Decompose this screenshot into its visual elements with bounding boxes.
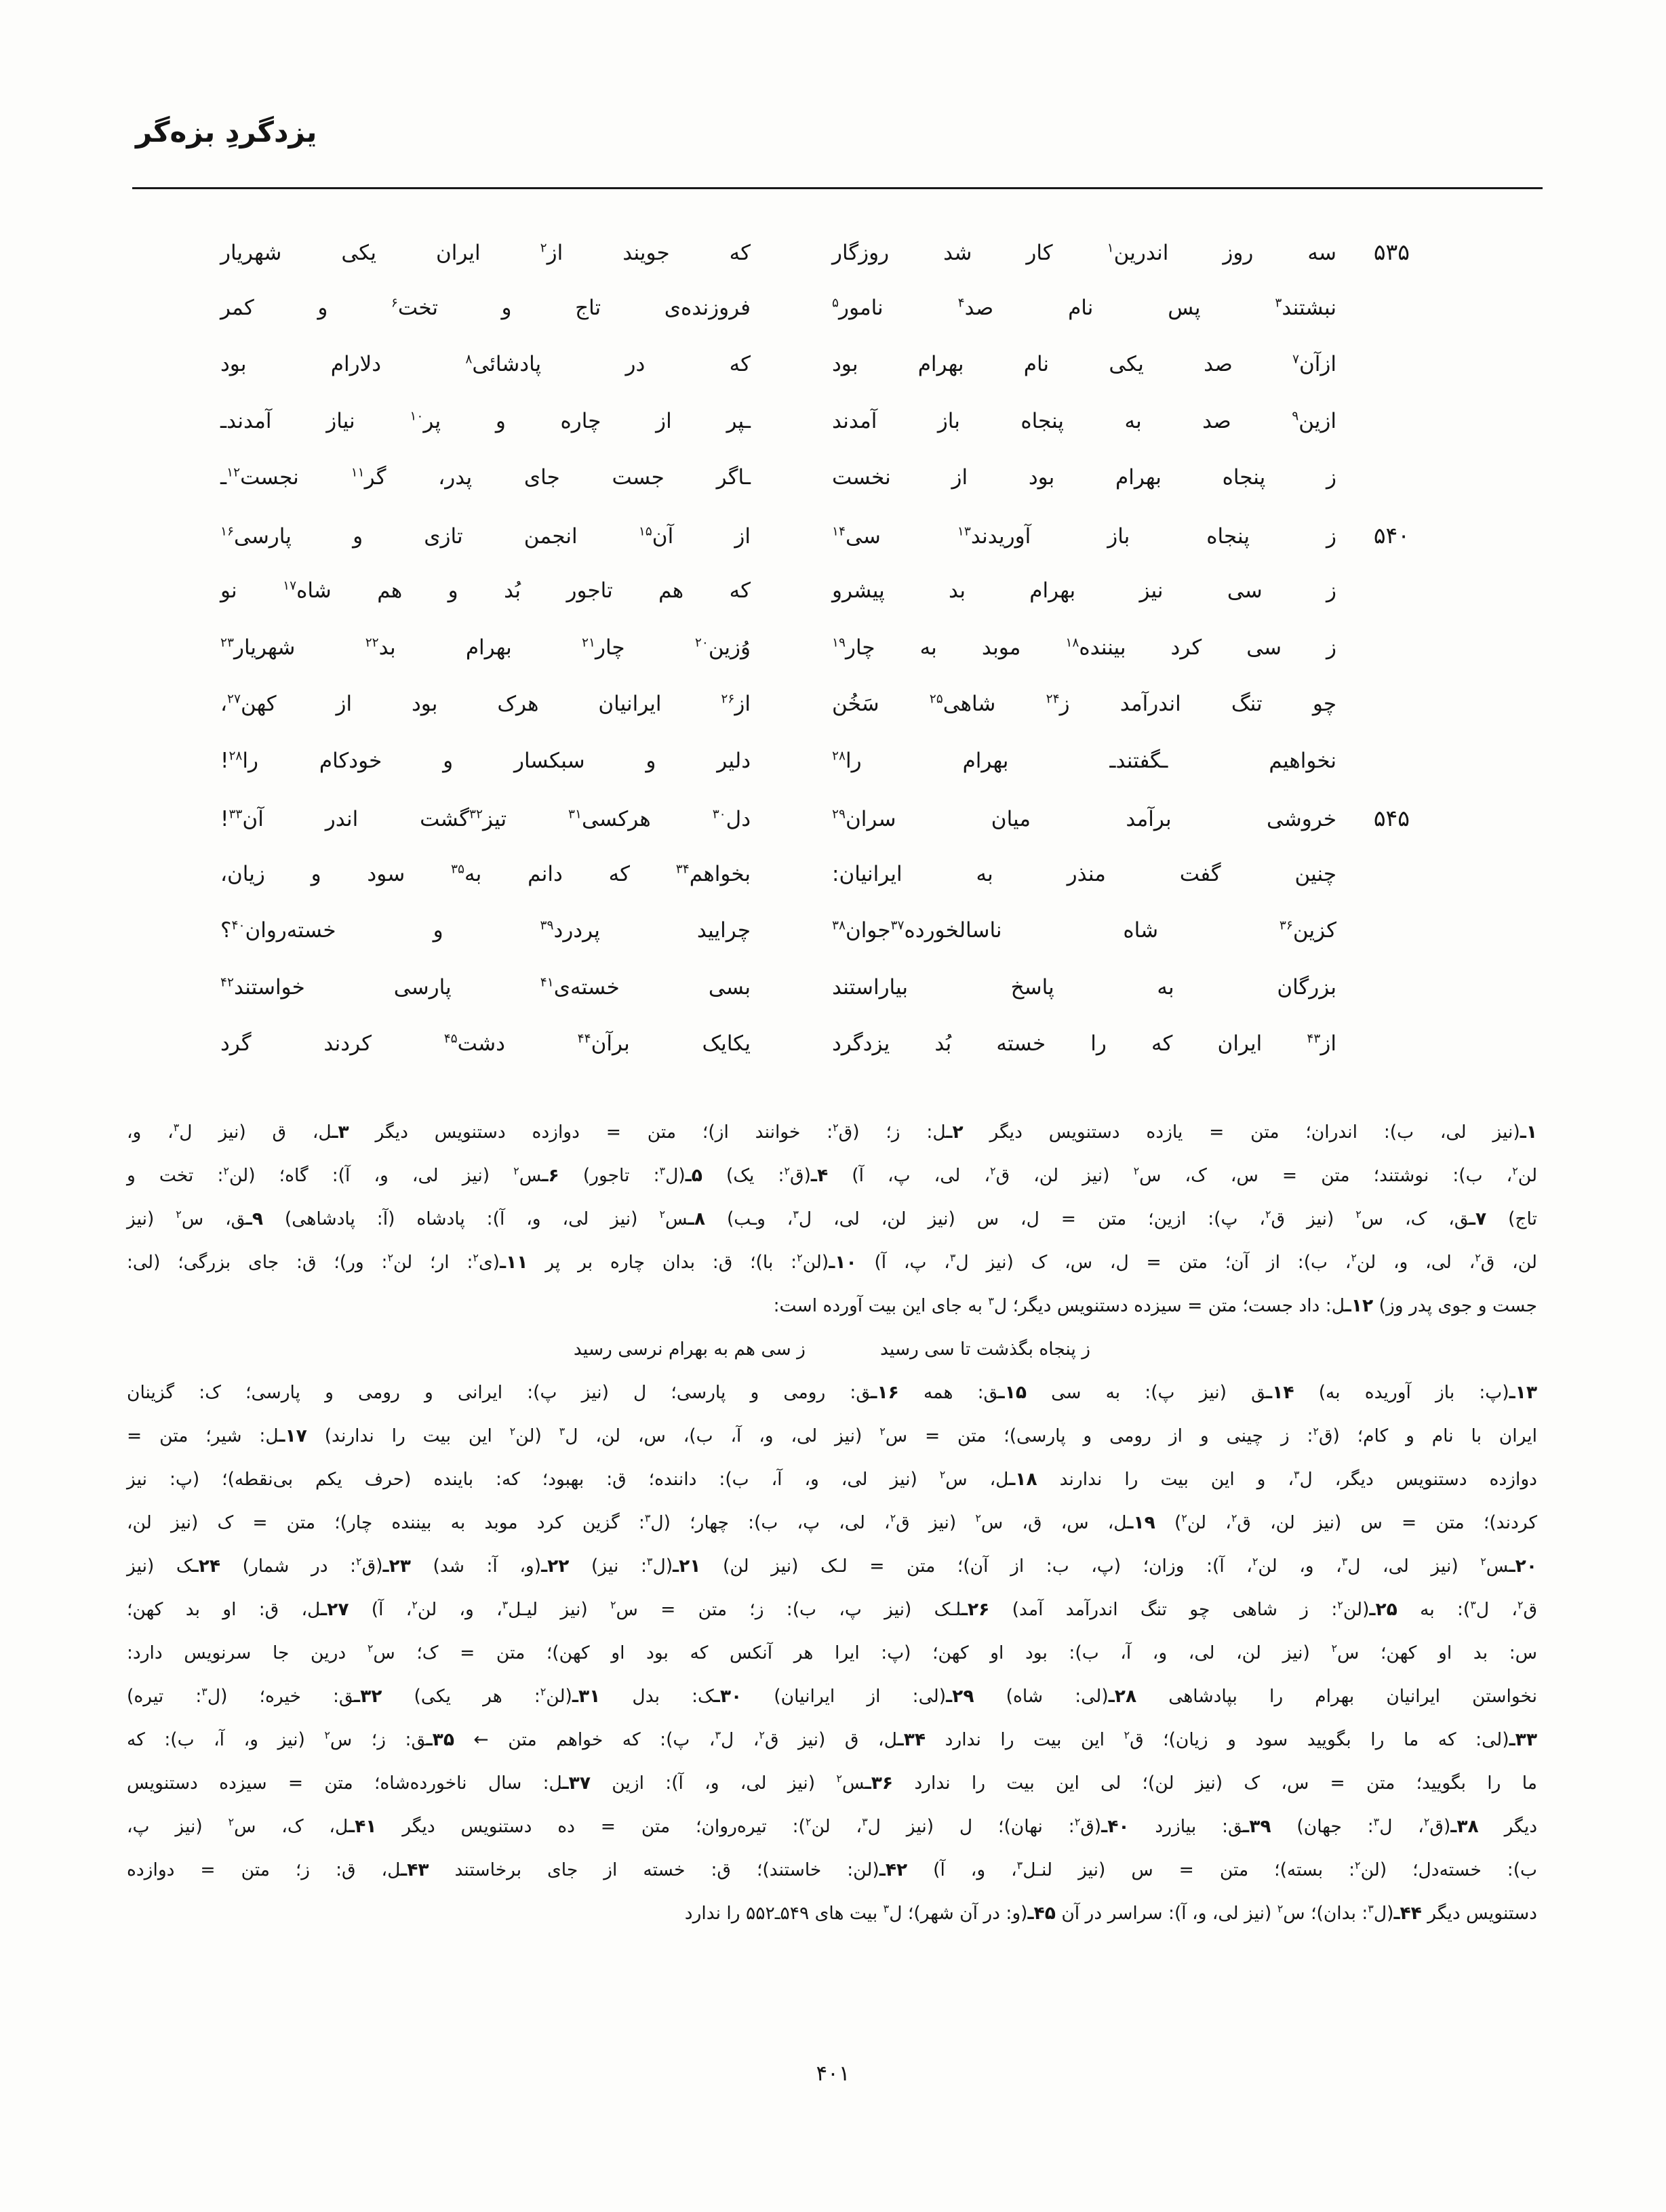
footnote-marker: ۳ [1373, 1815, 1380, 1829]
verse-line [220, 352, 1410, 409]
footnote-marker: ۲ [610, 1598, 616, 1612]
footnote-number: ۳ـ [332, 1122, 349, 1143]
verse-line [220, 805, 1410, 862]
inline-verse-left: ز سی هم به بهرام نرسی رسید [573, 1339, 806, 1360]
footnote-line: ب): خسته‌دل؛ (لن$^۲$: بسته)؛ متن = س (نیز لنـل$^۳$، و، آ) ۴۲ـ(لن: خاستند)؛ ق: خسته از جای برخاستند ۴۳ـل، ق: ز؛ متن = دوازده [127, 1859, 1537, 1880]
footnote-number: ۳۹ـ [1243, 1816, 1271, 1837]
footnote-marker: ۲۰ [694, 635, 709, 650]
footnote-line: ۳۳ـ(لی: که ما را بگویید سود و زیان)؛ ق$^۲$ این بیت را ندارد ۳۴ـل، ق (نیز ق$^۲$، ل$^۳$، پ): که خواهم متن ← ۳۵ـق: ز؛ س$^۲$ (نیز و، آ، ب): که [127, 1729, 1538, 1750]
footnote-marker: ۳۶ [1279, 918, 1293, 933]
footnote-marker: ۲ [1355, 1859, 1361, 1872]
footnote-number: ۴ـ [810, 1165, 829, 1186]
verse-line [220, 749, 1410, 806]
verse-line [220, 635, 1410, 692]
footnote-marker: ۲۴ [1046, 692, 1060, 707]
footnote-line: لن، ق$^۲$، لی، و، لن$^۲$، ب): از آن؛ متن = ل، س، ک (نیز ل$^۳$، پ، آ) ۱۰ـ(لن$^۲$: با)؛ ق: بدان چاره بر پر ۱۱ـ(ی$^۲$: ار؛ لن$^۲$: ور)؛ ق: جای بزرگی؛ (لی: [127, 1251, 1537, 1273]
footnote-line: ۱۳ـ(پ: باز آوریده به) ۱۴ـق (نیز پ): به سی ۱۵ـق: همه ۱۶ـق: رومی و پارسی؛ ل (نیز پ): ایرانی و رومی و پارسی؛ ک: گزینان [127, 1382, 1537, 1403]
footnote-marker: ۲ [1133, 1164, 1140, 1178]
footnote-marker: ۳ [646, 1555, 653, 1568]
footnote-marker: ۲ [1252, 1555, 1258, 1568]
footnote-marker: ۳۷ [890, 918, 905, 933]
footnote-marker: ۳ [949, 1251, 956, 1265]
footnote-marker: ۸ [465, 352, 473, 367]
verse-line [220, 409, 1410, 466]
footnote-line: کردند)؛ متن = س (نیز لن، ق$^۲$، لن$^۲$) ۱۹ـل، س، ق، س$^۲$ (نیز ق$^۲$، لی، پ، ب): چهار؛ (ل$^۳$: گزین کرد موبد به بیننده چار)؛ متن = ک (نیز لن، [127, 1512, 1537, 1533]
hemistich-left: دلیر و سبکسار و خودکام را$^{۲۸}$! [220, 748, 751, 773]
footnote-number: ۱۵ـ [998, 1382, 1027, 1403]
footnote-number: ۱ـ [1520, 1122, 1537, 1143]
footnote-marker: ۵ [832, 296, 839, 311]
footnote-marker: ۲۳ [220, 635, 234, 650]
footnote-marker: ۲۸ [229, 749, 243, 764]
footnote-marker: ۳۳ [229, 807, 243, 822]
footnote-marker: ۳۴ [675, 862, 690, 877]
hemistich-right: ز پنجاه باز آوریدند$^{۱۳}$ سی$^{۱۴}$ [832, 524, 1336, 549]
footnote-marker: ۲ [1337, 1598, 1343, 1612]
hemistich-right: کزین$^{۳۶}$ شاه ناسالخورده$^{۳۷}$جوان$^{۳۸}$ [832, 918, 1336, 943]
footnote-marker: ۲۷ [227, 692, 241, 707]
footnote-number: ۱۳ـ [1509, 1382, 1537, 1403]
footnote-marker: ۳ [659, 1164, 666, 1178]
footnote-number: ۴۱ـ [349, 1816, 377, 1837]
hemistich-right: ز پنجاه بهرام بود از نخست [832, 465, 1336, 490]
footnote-number: ۲۳ـ [382, 1556, 411, 1577]
footnote-number: ۳۱ـ [572, 1686, 601, 1707]
hemistich-right: نخواهیم ـگفتندـ بهرام را$^{۲۸}$ [832, 748, 1336, 773]
hemistich-left: بسی خسته‌ی$^{۴۱}$ پارسی خواستند$^{۴۲}$ [220, 974, 751, 1000]
footnote-number: ۳۳ـ [1509, 1729, 1538, 1750]
footnote-marker: ۲ [805, 1815, 812, 1829]
footnote-marker: ۳ [1275, 296, 1282, 311]
footnote-marker: ۲ [356, 1555, 362, 1568]
footnote-number: ۷ـ [1469, 1208, 1487, 1229]
footnote-number: ۳۶ـ [865, 1773, 894, 1794]
footnote-number: ۲۹ـ [946, 1686, 974, 1707]
footnote-marker: ۲ [1181, 1512, 1187, 1525]
footnote-number: ۴۴ـ [1393, 1903, 1422, 1924]
footnote-number: ۲۸ـ [1108, 1686, 1137, 1707]
footnote-number: ۳۲ـ [354, 1686, 382, 1707]
footnote-marker: ۳۹ [540, 918, 554, 933]
footnote-marker: ۲ [228, 1815, 235, 1829]
hemistich-right: از$^{۴۳}$ ایران که را خسته بُد یزدگرد [832, 1031, 1336, 1056]
footnote-marker: ۲ [1313, 1425, 1319, 1438]
footnote-marker: ۲ [784, 1164, 791, 1178]
footnote-number: ۱۷ـ [279, 1425, 307, 1446]
footnote-marker: ۱۹ [832, 635, 846, 650]
footnote-number: ۲۲ـ [541, 1556, 570, 1577]
footnote-marker: ۲ [1475, 1251, 1481, 1265]
footnote-marker: ۲ [1355, 1208, 1362, 1221]
footnote-marker: ۲ [1074, 1815, 1081, 1829]
footnote-marker: ۲ [879, 1425, 886, 1438]
footnote-marker: ۲ [1512, 1164, 1518, 1178]
footnote-marker: ۲ [509, 1425, 516, 1438]
footnote-line: ۲۰ـس$^۲$ (نیز لی، ل$^۳$، و، لن$^۲$، آ): وزان؛ (پ، ب: از آن)؛ متن = لـک (نیز لن) ۲۱ـ(ل$^۳$: نیز) ۲۲ـ(و، آ: شد) ۲۳ـ(ق$^۲$: در شمار) ۲۴ـک (نیز [127, 1555, 1538, 1577]
footnote-number: ۹ـ [245, 1208, 263, 1229]
verse-line [220, 296, 1410, 353]
footnote-number: ۱۸ـ [1009, 1469, 1037, 1490]
footnote-number: ۸ـ [688, 1208, 706, 1229]
footnote-marker: ۱۲ [226, 465, 241, 480]
footnote-marker: ۲ [990, 1164, 996, 1178]
footnote-number: ۲۴ـ [192, 1556, 221, 1577]
hemistich-right: چو تنگ اندرآمد ز$^{۲۴}$ شاهی$^{۲۵}$ سَخُن [832, 692, 1336, 716]
footnote-number: ۳۸ـ [1450, 1816, 1479, 1837]
verse-number: ۵۳۵ [1373, 239, 1410, 265]
footnote-number: ۲۵ـ [1369, 1599, 1397, 1620]
verse-line [220, 918, 1410, 975]
hemistich-left: که هم تاجور بُد و هم شاه$^{۱۷}$ نو [220, 578, 751, 603]
footnote-line: ق$^۲$، ل$^۳$): به ۲۵ـ(لن$^۲$: ز شاهی چو تنگ اندرآمد آمد) ۲۶ـلـک (نیز پ، ب): ز؛ متن = س$^۲$ (نیز لیـل$^۳$، و، لن$^۲$، آ) ۲۷ـل، ق: او بد کهن؛ [127, 1598, 1538, 1620]
footnote-marker: ۲ [412, 1598, 418, 1612]
footnote-marker: ۳ [1294, 1468, 1300, 1482]
hemistich-right: سه روز اندرین$^۱$ کار شد روزگار [832, 241, 1336, 265]
hemistich-right: خروشی برآمد میان سران$^{۲۹}$ [832, 807, 1336, 831]
footnote-marker: ۲۲ [365, 635, 379, 650]
footnote-line: س: بد او کهن؛ س$^۲$ (نیز لن، لی، و، آ، ب): بود او کهن؛ (پ: ایرا هر آنکس که بود او کهن)؛ متن = ک؛ س$^۲$ درین جا سرنویس دارد: [127, 1642, 1537, 1663]
verse-line [220, 692, 1410, 749]
footnote-line: جست و جوی پدر وز) ۱۲ـل: داد جست؛ متن = سیزده دستنویس دیگر؛ ل$^۳$ به جای این بیت آورده است: [773, 1295, 1537, 1316]
footnote-marker: ۳۸ [832, 918, 846, 933]
footnote-marker: ۳۵ [451, 862, 465, 877]
footnote-marker: ۲۵ [929, 692, 943, 707]
footnote-marker: ۶ [391, 296, 398, 311]
footnote-number: ۴۵ـ [1027, 1903, 1056, 1924]
footnote-marker: ۳۲ [469, 807, 483, 822]
footnote-marker: ۹ [1292, 409, 1299, 424]
hemistich-right: ازآن$^۷$ صد یکی نام بهرام بود [832, 352, 1336, 376]
footnote-marker: ۲ [1423, 1815, 1430, 1829]
footnote-number: ۲ـ [946, 1122, 964, 1143]
verse-line [220, 975, 1410, 1032]
verse-line [220, 1031, 1410, 1088]
footnote-marker: ۲ [387, 1251, 393, 1265]
hemistich-right: بزرگان به پاسخ بیاراستند [832, 974, 1336, 1000]
footnote-marker: ۳ [173, 1121, 180, 1134]
footnote-line: ۱ـ(نیز لی، ب): اندران؛ متن = یازده دستنویس دیگر ۲ـل: ز؛ (ق$^۲$: خوانند از)؛ متن = دوازده دستنویس دیگر ۳ـل، ق (نیز ل$^۳$، و، [127, 1121, 1537, 1143]
running-header-title: یزدگردِ بزه‌گر [136, 115, 317, 149]
hemistich-left: دل$^{۳۰}$ هرکسی$^{۳۱}$ تیز$^{۳۲}$گشت اندر آن$^{۳۳}$! [220, 807, 751, 831]
poem-verses [220, 239, 1410, 1088]
footnote-marker: ۳ [1470, 1598, 1476, 1612]
footnote-number: ۵ـ [685, 1165, 702, 1186]
footnote-marker: ۳ [502, 1598, 509, 1612]
hemistich-left: ـپر از چاره و پر$^{۱۰}$ نیاز آمدندـ [220, 408, 751, 433]
footnote-marker: ۳ [644, 1512, 651, 1525]
footnote-marker: ۲ [1277, 1902, 1284, 1916]
footnote-marker: ۲ [975, 1512, 981, 1525]
footnote-marker: ۱۳ [957, 524, 971, 539]
hemistich-right: نبشتند$^۳$ پس نام صد$^۴$ نامور$^۵$ [832, 295, 1336, 320]
footnote-number: ۴۲ـ [879, 1859, 908, 1880]
footnote-marker: ۲ [176, 1208, 182, 1221]
footnote-marker: ۳ [715, 1729, 721, 1742]
footnote-marker: ۲ [939, 1468, 946, 1482]
footnote-number: ۶ـ [542, 1165, 559, 1186]
footnote-marker: ۳ [793, 1208, 799, 1221]
footnote-marker: ۷ [1292, 352, 1300, 367]
verse-line [220, 578, 1410, 635]
footnote-number: ۱۲ـ [1345, 1295, 1374, 1316]
footnote-marker: ۲ [1351, 1251, 1357, 1265]
footnote-marker: ۳ [559, 1425, 566, 1438]
verse-line [220, 465, 1410, 522]
footnote-number: ۳۷ـ [562, 1773, 591, 1794]
footnote-marker: ۳۱ [568, 807, 582, 822]
footnote-number: ۲۷ـ [321, 1599, 349, 1620]
footnote-marker: ۴۵ [443, 1031, 458, 1046]
footnote-marker: ۲ [223, 1164, 229, 1178]
verse-number: ۵۴۰ [1373, 521, 1410, 549]
footnote-number: ۲۰ـ [1509, 1556, 1538, 1577]
verse-line [220, 522, 1410, 579]
footnote-marker: ۱۴ [832, 524, 846, 539]
hemistich-left: ـاگر جست جای پدر، گر$^{۱۱}$ نجست$^{۱۲}$ـ [220, 465, 751, 490]
footnote-line: دیگر ۳۸ـ(ق$^۲$، ل$^۳$: جهان) ۳۹ـق: بیازرد ۴۰ـ(ق$^۲$: نهان)؛ ل (نیز ل$^۳$، لن$^۲$): تیره‌روان؛ متن = ده دستنویس دیگر ۴۱ـل، ک، س$^۲$ (نیز پ، [127, 1815, 1537, 1837]
footnote-line: تاج) ۷ـق، ک، س$^۲$ (نیز ق$^۲$، پ): ازین؛ متن = ل، س (نیز لن، لی، ل$^۳$، وـب) ۸ـس$^۲$ (نیز لی، و، آ): پادشاه (آ: پادشاهی) ۹ـق، س$^۲$ (نیز [127, 1208, 1537, 1229]
footnote-marker: ۲ [367, 1642, 374, 1655]
footnote-line: نخواستن ایرانیان بهرام را بپادشاهی ۲۸ـ(لی: شاه) ۲۹ـ(لی: از ایرانیان) ۳۰ـک: بدل ۳۱ـ(لن$^۲$: هر یکی) ۳۲ـق: خیره؛ (ل$^۳$: تیره) [127, 1685, 1537, 1707]
footnote-marker: ۱۸ [1065, 635, 1079, 650]
footnote-marker: ۴ [957, 296, 965, 311]
hemistich-left: از آن$^{۱۵}$ انجمن تازی و پارسی$^{۱۶}$ [220, 524, 751, 549]
hemistich-left: یکایک برآن$^{۴۴}$ دشت$^{۴۵}$ کردند گرد [220, 1031, 751, 1056]
footnote-number: ۱۶ـ [871, 1382, 899, 1403]
hemistich-left: که در پادشائی$^۸$ دلارام بود [220, 352, 751, 376]
footnote-line: دستنویس دیگر ۴۴ـ(ل$^۳$: بدان)؛ س$^۲$ (نیز لی، و، آ): سراسر در آن ۴۵ـ(و: در آن شهر)؛ ل$^۳$ بیت های ۵۴۹ـ۵۵۲ را ندارد [684, 1902, 1537, 1924]
footnote-marker: ۲ [836, 1772, 842, 1785]
footnote-marker: ۱ [1107, 241, 1114, 256]
footnote-line: ما را بگویید؛ متن = س، ک (نیز لن)؛ لی این بیت را ندارد ۳۶ـس$^۲$ (نیز لی، و، آ): ازین ۳۷ـل: سال ناخورده‌شاه؛ متن = سیزده دستنویس [127, 1772, 1537, 1794]
footnote-number: ۴۳ـ [401, 1859, 429, 1880]
footnote-marker: ۳ [988, 1295, 994, 1308]
hemistich-right: چنین گفت منذر به ایرانیان: [832, 861, 1336, 886]
footnote-number: ۱۹ـ [1127, 1512, 1155, 1533]
footnote-number: ۳۴ـ [897, 1729, 926, 1750]
footnote-number: ۲۶ـ [961, 1599, 990, 1620]
page-number: ۴۰۱ [816, 2061, 850, 2086]
footnote-marker: ۳ [1016, 1859, 1023, 1872]
footnote-line: لن$^۲$، ب): نوشتند؛ متن = س، ک، س$^۲$ (نیز لن، ق$^۲$، لی، پ، آ) ۴ـ(ق$^۲$: یک) ۵ـ(ل$^۳$: تاجور) ۶ـس$^۲$ (نیز لی، و، آ): گاه؛ (لن$^۲$: تخت و [127, 1164, 1538, 1186]
footnote-marker: ۲۹ [832, 807, 846, 822]
hemistich-left: وُزین$^{۲۰}$ چار$^{۲۱}$ بهرام بد$^{۲۲}$ شهریار$^{۲۳}$ [220, 635, 751, 660]
footnote-marker: ۳ [1341, 1555, 1348, 1568]
footnote-number: ۱۱ـ [500, 1252, 528, 1273]
footnote-line: ایران با نام و کام؛ (ق$^۲$: ز چینی و از رومی و پارسی)؛ متن = س$^۲$ (نیز لی، و، آ، ب)، س، لن، ل$^۳$ (لن$^۲$ این بیت را ندارند) ۱۷ـل: شیر؛ متن = [127, 1425, 1537, 1446]
hemistich-left: بخواهم$^{۳۴}$ که دانم به$^{۳۵}$ سود و زیان، [220, 861, 751, 886]
inline-verse-right: ز پنجاه بگذشت تا سی رسید [879, 1339, 1091, 1360]
footnote-marker: ۲ [324, 1729, 330, 1742]
footnote-line: دوازده دستنویس دیگر، ل$^۳$، و این بیت را ندارند ۱۸ـل، س$^۲$ (نیز لی، و، آ، ب): داننده؛ ق: بهبود؛ که: باینده (حرف یکم بی‌نقطه)؛ (پ: نیز [127, 1468, 1537, 1490]
footnote-marker: ۲ [1331, 1642, 1338, 1655]
footnote-marker: ۲۶ [721, 692, 735, 707]
footnote-number: ۳۵ـ [426, 1729, 455, 1750]
hemistich-left: چرایید پردرد$^{۳۹}$ و خسته‌روان$^{۴۰}$؟ [220, 918, 751, 943]
verse-number: ۵۴۵ [1373, 805, 1410, 831]
footnote-marker: ۲ [659, 1208, 665, 1221]
footnote-marker: ۴۱ [540, 975, 554, 990]
footnote-marker: ۴۲ [220, 975, 234, 990]
hemistich-right: ز سی کرد بیننده$^{۱۸}$ موبد به چار$^{۱۹}$ [832, 635, 1336, 660]
footnote-marker: ۲ [797, 1251, 803, 1265]
footnote-marker: ۱۶ [220, 524, 234, 539]
footnote-marker: ۲ [759, 1729, 765, 1742]
footnote-number: ۱۰ـ [829, 1252, 857, 1273]
footnote-marker: ۳۰ [712, 807, 726, 822]
footnote-marker: ۲ [833, 1121, 839, 1134]
footnote-marker: ۱۱ [351, 465, 365, 480]
footnote-marker: ۲۸ [832, 749, 846, 764]
footnote-marker: ۲ [540, 241, 547, 256]
footnote-marker: ۲ [1124, 1729, 1130, 1742]
footnote-marker: ۳ [883, 1902, 890, 1916]
footnote-marker: ۴۳ [1307, 1031, 1321, 1046]
footnote-marker: ۲ [1265, 1208, 1271, 1221]
footnote-number: ۱۴ـ [1266, 1382, 1294, 1403]
hemistich-left: که جویند از$^۲$ ایران یکی شهریار [220, 241, 751, 265]
hemistich-left: از$^{۲۶}$ ایرانیان هرک بود از کهن$^{۲۷}$، [220, 692, 751, 716]
footnote-marker: ۱۵ [638, 524, 652, 539]
footnote-marker: ۲ [540, 1685, 547, 1699]
footnote-marker: ۳ [862, 1815, 868, 1829]
critical-apparatus-footnotes [127, 1111, 1537, 1935]
footnote-marker: ۳ [201, 1685, 207, 1699]
footnote-marker: ۲ [890, 1512, 896, 1525]
footnote-marker: ۲ [473, 1251, 479, 1265]
verse-line [220, 862, 1410, 919]
footnote-marker: ۲۱ [581, 635, 595, 650]
footnote-inline-verse [127, 1328, 1537, 1371]
verse-line [220, 239, 1410, 296]
footnote-marker: ۱۷ [283, 578, 297, 593]
footnote-marker: ۲ [1231, 1512, 1237, 1525]
hemistich-right: ز سی نیز بهرام بد پیشرو [832, 578, 1336, 603]
footnote-marker: ۴۴ [577, 1031, 591, 1046]
footnote-marker: ۳ [1368, 1902, 1374, 1916]
footnote-marker: ۲ [513, 1164, 519, 1178]
footnote-number: ۴۰ـ [1101, 1816, 1130, 1837]
hemistich-left: فروزنده‌ی تاج و تخت$^۶$ و کمر [220, 295, 751, 320]
hemistich-right: ازین$^۹$ صد به پنجاه باز آمدند [832, 408, 1336, 433]
footnote-marker: ۴۰ [231, 918, 245, 933]
footnote-marker: ۲ [1480, 1555, 1486, 1568]
header-rule [132, 187, 1543, 189]
footnote-marker: ۲ [1517, 1598, 1524, 1612]
footnote-marker: ۱۰ [410, 409, 424, 424]
footnote-number: ۳۰ـ [713, 1686, 742, 1707]
footnote-number: ۲۱ـ [673, 1556, 701, 1577]
